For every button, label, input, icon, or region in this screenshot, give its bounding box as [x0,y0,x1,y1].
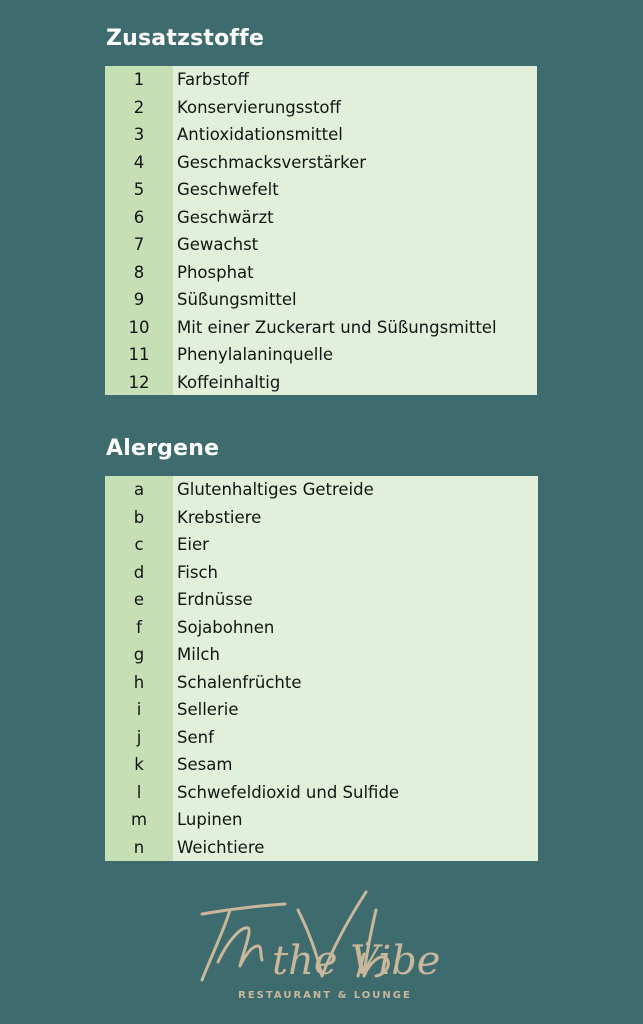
row-code: 12 [128,372,150,392]
row-label: Geschwefelt [177,180,279,199]
allergens-table [105,476,538,861]
row-code: b [133,507,145,527]
row-code: i [136,700,142,719]
row-code: h [133,672,145,692]
row-label: Geschwärzt [177,207,274,227]
row-label: Schwefeldioxid und Sulfide [177,782,400,802]
row-code: 7 [133,235,145,254]
row-code: 4 [133,152,145,172]
row-label: Konservierungsstoff [177,97,341,117]
row-code: m [130,810,148,829]
table-row [105,834,538,862]
row-label: Glutenhaltiges Getreide [177,480,374,499]
row-code: 11 [128,345,150,364]
row-code: 8 [133,262,145,282]
row-code: 3 [133,125,145,144]
row-label: Senf [177,727,214,747]
logo-wordmark: the Vibe [272,938,441,984]
row-code: a [133,480,145,499]
table-row [105,669,538,697]
row-label: Süßungsmittel [177,290,297,309]
table-row [105,641,538,669]
row-label: Eier [177,535,209,554]
row-label: Koffeinhaltig [177,372,281,392]
row-label: Milch [177,645,220,664]
row-code: f [136,617,142,637]
allergens-rows [105,476,538,861]
table-row [105,586,538,614]
logo-tagline: RESTAURANT & LOUNGE [238,990,412,1001]
row-label: Erdnüsse [177,590,253,609]
row-code: n [133,837,145,857]
row-code: e [133,590,145,609]
row-label: Farbstoff [177,70,249,89]
row-label: Mit einer Zuckerart und Süßungsmittel [177,317,497,337]
additives-rows [105,66,537,396]
table-row [105,286,537,314]
table-row [105,779,538,807]
row-label: Lupinen [177,810,243,829]
table-row [105,231,537,259]
the-vibe-logo [180,880,470,1005]
table-row [105,121,537,149]
table-row [105,369,537,397]
row-code: 9 [133,290,145,309]
table-row [105,504,538,532]
logo-graphic [180,880,470,1005]
row-label: Sojabohnen [177,617,275,637]
row-label: Fisch [177,562,219,582]
additives-title: Zusatzstoffe [106,26,265,51]
table-row [105,204,537,232]
table-row [105,341,537,369]
table-row [105,751,538,779]
row-label: Antioxidationsmittel [177,125,343,144]
row-label: Geschmacksverstärker [177,152,367,172]
row-label: Gewachst [177,235,259,254]
additives-table [105,66,537,395]
row-code: 6 [133,207,145,227]
row-label: Sellerie [177,700,239,719]
table-row [105,806,538,834]
row-code: 10 [128,317,150,337]
table-row [105,724,538,752]
row-label: Weichtiere [177,837,265,857]
row-label: Phenylalaninquelle [177,345,334,364]
row-code: l [136,782,142,802]
table-row [105,176,537,204]
row-code: 5 [133,180,145,199]
row-code: g [133,645,145,664]
table-row [105,559,538,587]
table-row [105,149,537,177]
row-code: d [133,562,145,582]
row-label: Schalenfrüchte [177,672,302,692]
table-row [105,314,537,342]
table-row [105,614,538,642]
row-code: c [134,535,144,554]
table-row [105,259,537,287]
table-row [105,66,537,94]
table-row [105,94,537,122]
allergens-title: Alergene [106,436,220,461]
row-code: j [136,727,142,747]
row-code: 2 [133,97,145,117]
table-row [105,476,538,504]
row-label: Krebstiere [177,507,262,527]
table-row [105,696,538,724]
row-label: Phosphat [177,262,254,282]
table-row [105,531,538,559]
row-code: 1 [133,70,145,89]
row-code: k [134,755,144,774]
row-label: Sesam [177,755,233,774]
